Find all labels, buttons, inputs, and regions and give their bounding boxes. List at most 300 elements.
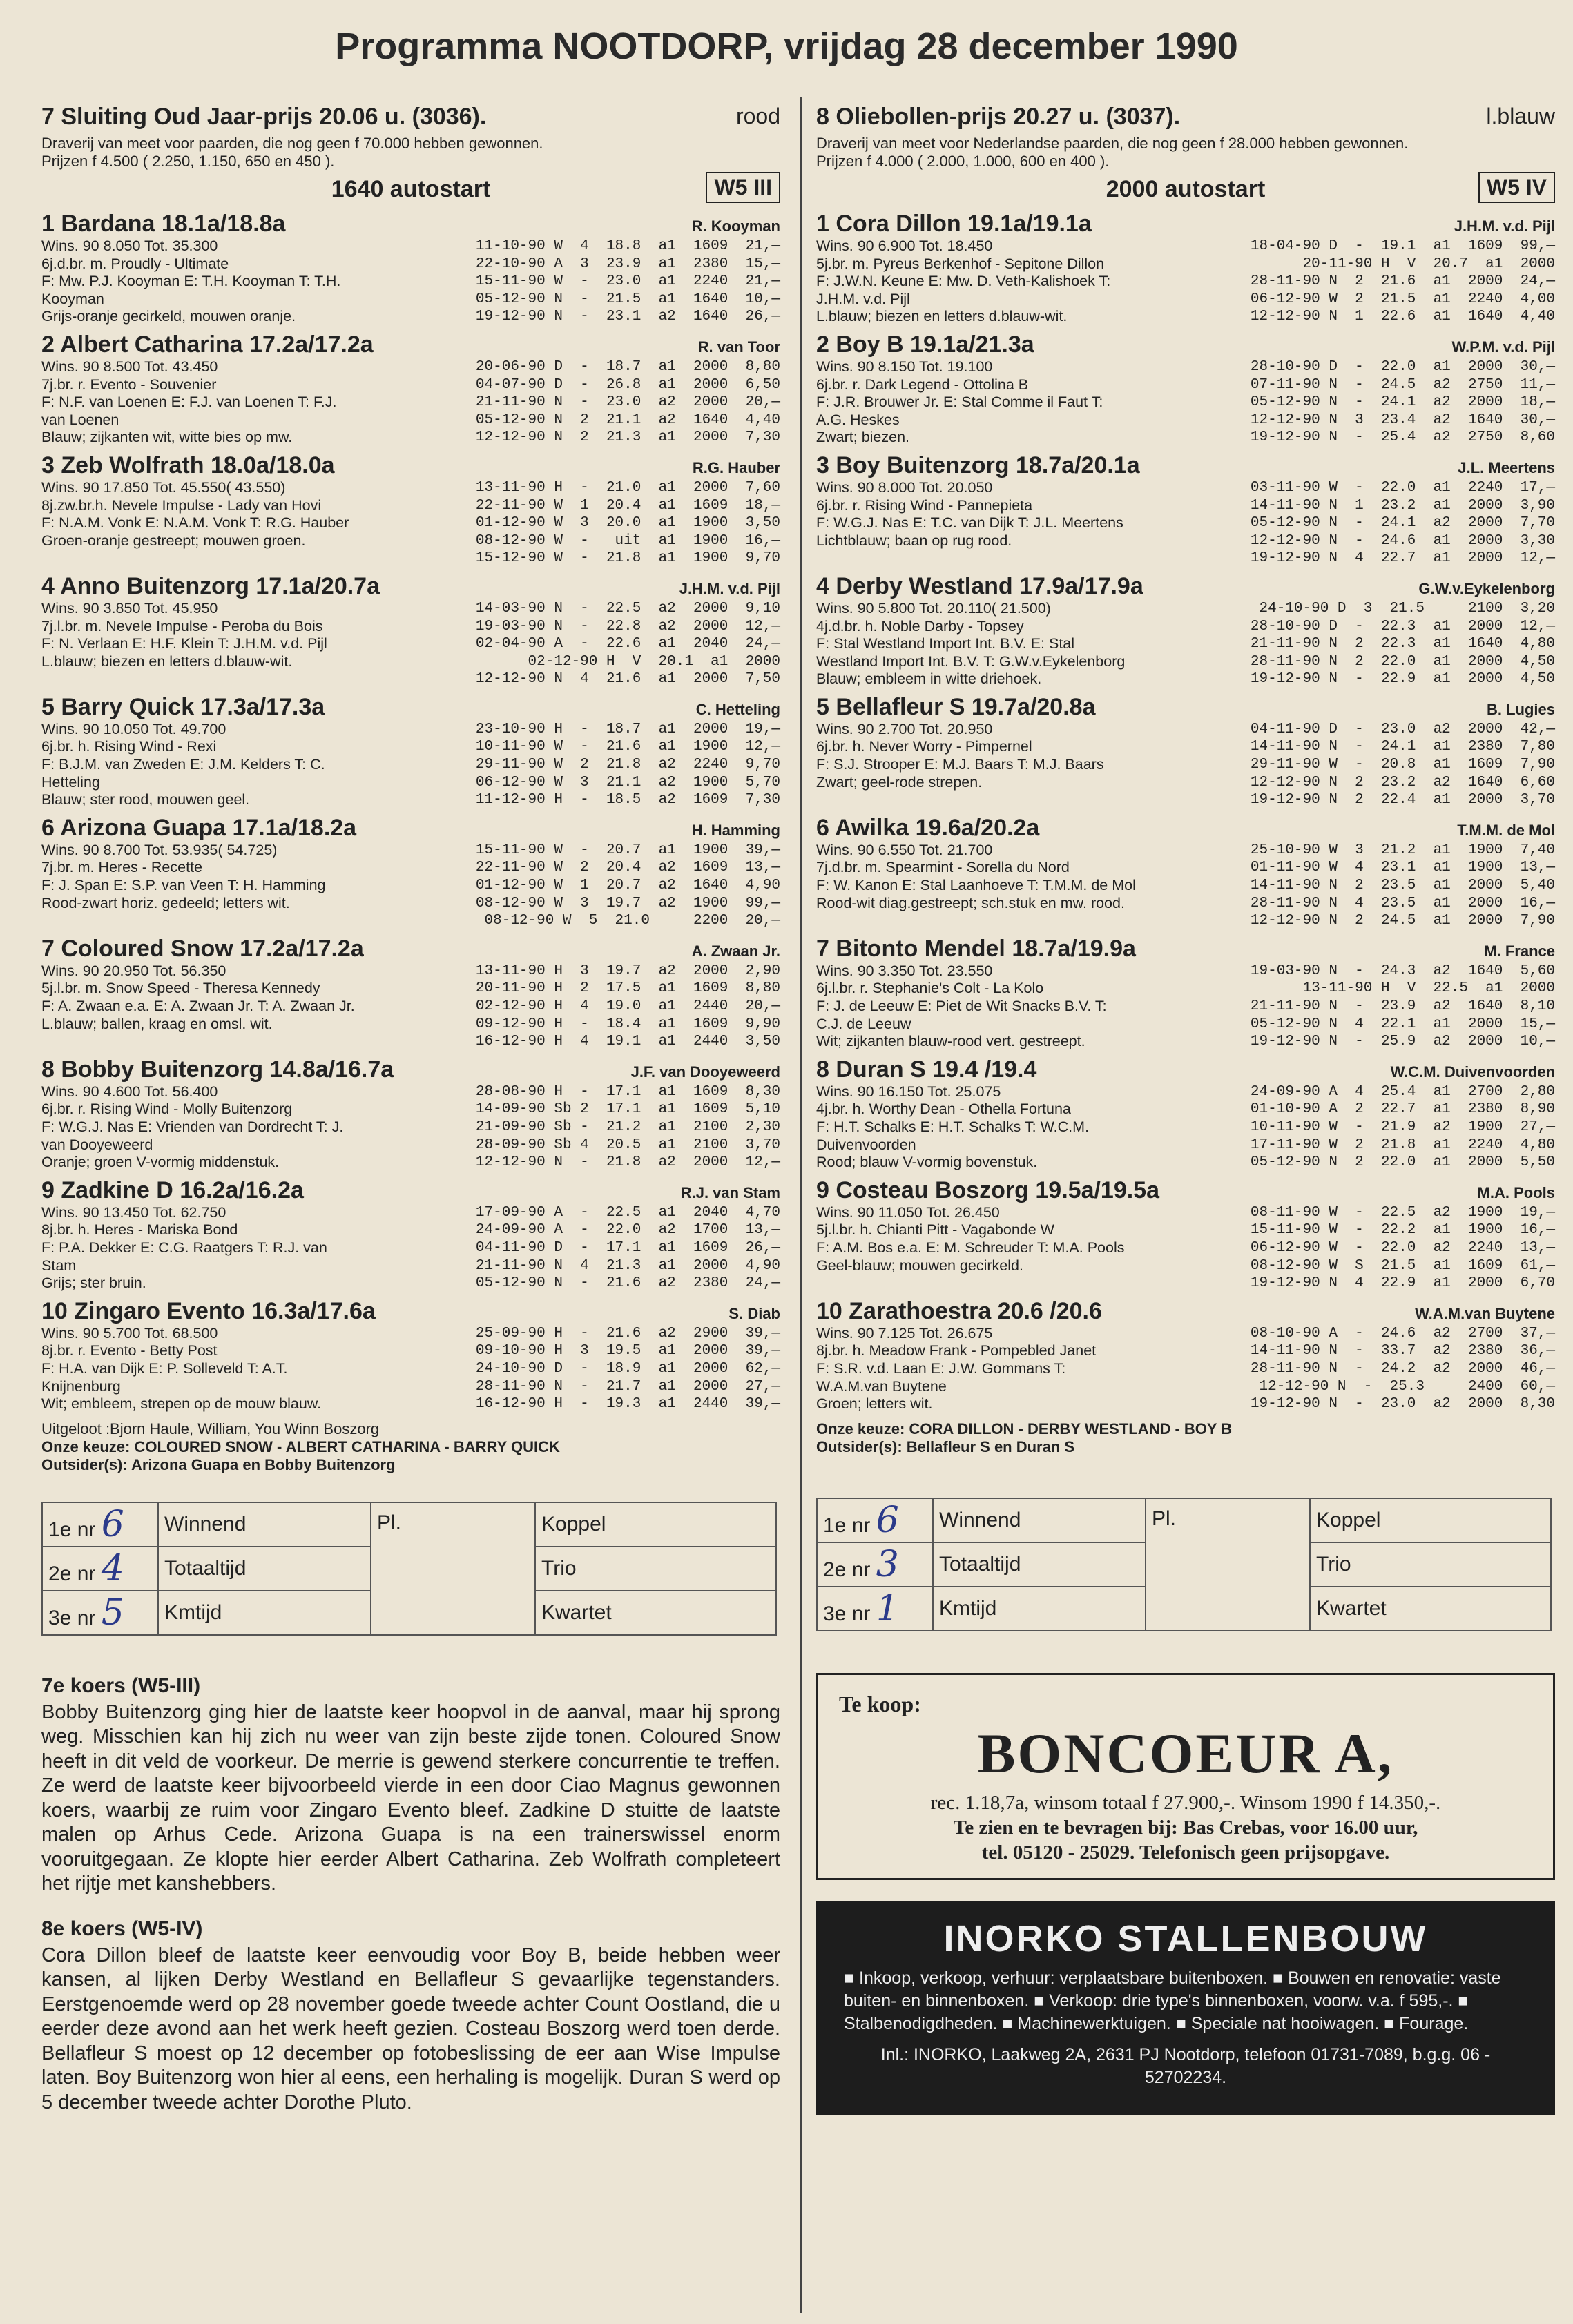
horse-body bbox=[816, 842, 1555, 930]
form-line: 08-12-90 W 5 21.0 2200 20,— bbox=[484, 913, 780, 929]
horse-header bbox=[816, 211, 1555, 238]
horse-info-line: 7j.br. r. Evento - Souvenier bbox=[41, 376, 217, 393]
horse-body bbox=[816, 479, 1555, 568]
form-line: 12-12-90 N - 21.8 a2 2000 12,— bbox=[475, 1154, 780, 1171]
horse-info-line: Wins. 90 8.150 Tot. 19.100 bbox=[816, 358, 993, 375]
race-class: W5 III bbox=[706, 172, 780, 203]
advert-heading: Te koop: bbox=[839, 1691, 921, 1716]
horse-info-line: C.J. de Leeuw bbox=[816, 1015, 911, 1032]
race-8-column bbox=[816, 104, 1555, 2115]
horse-info-line: Wins. 90 7.125 Tot. 26.675 bbox=[816, 1324, 993, 1342]
horse-info-line: F: A.M. Bos e.a. E: M. Schreuder T: M.A. Pools bbox=[816, 1239, 1125, 1256]
horse-info-line: F: N.A.M. Vonk E: N.A.M. Vonk T: R.G. Hauber bbox=[41, 514, 349, 532]
horse-body bbox=[41, 358, 780, 447]
horse-header bbox=[41, 331, 780, 358]
horse-info-line: Wins. 90 6.900 Tot. 18.450 bbox=[816, 238, 993, 254]
horse-info-line: J.H.M. v.d. Pijl bbox=[816, 290, 910, 307]
form-line: 05-12-90 N 4 22.1 a1 2000 15,— bbox=[1250, 1016, 1555, 1032]
horse-info-line: 5j.l.br. m. Snow Speed - Theresa Kennedy bbox=[41, 980, 320, 997]
form-line: 12-12-90 N - 24.6 a1 2000 3,30 bbox=[1250, 532, 1555, 549]
horse-info-line: Wins. 90 3.350 Tot. 23.550 bbox=[816, 962, 993, 979]
horse-info-line: Rood; blauw V-vormig bovenstuk. bbox=[816, 1154, 1038, 1171]
driver-name: A. Zwaan Jr. bbox=[691, 942, 780, 960]
horse-name: 10 Zarathoestra 20.6 /20.6 bbox=[816, 1297, 1102, 1324]
horse-info-line: Wins. 90 8.000 Tot. 20.050 bbox=[816, 478, 993, 496]
form-line: 20-11-90 H V 20.7 a1 2000 bbox=[1302, 255, 1555, 272]
form-line: 23-10-90 H - 18.7 a1 2000 19,— bbox=[475, 721, 780, 737]
horse-info-line: Lichtblauw; baan op rug rood. bbox=[816, 532, 1012, 549]
horse-info-line: Wit; zijkanten blauw-rood vert. gestreept. bbox=[816, 1033, 1085, 1050]
horse-info-line: F: N. Verlaan E: H.F. Klein T: J.H.M. v.d. Pijl bbox=[41, 635, 327, 652]
form-line: 10-11-90 W - 21.6 a1 1900 12,— bbox=[475, 739, 780, 755]
horse-entry bbox=[816, 211, 1555, 326]
horse-info bbox=[816, 721, 1210, 809]
article-paragraph: Bobby Buitenzorg ging hier de laatste keer hoopvol in de aanval, maar hij sprong weg. Misschien kan hij zich nu weer van zijn beste zijde tonen. Coloured Snow heeft in dit veld de voorkeur. De merrie is gewend sterkere concurrentie te treffen. Ze werd de laatste keer bijvoorbeeld vierde in een door Ciao Magnus gewonnen koers, waarbij ze ruim voor Zingaro Evento bleef. Zadkine D stuitte de laatste malen op Arhus Cede. Arizona Guapa is na een trainerswissel enorm vooruitgegaan. Ze klopte hier eerder Albert Catharina. Zeb Wolfrath completeert het rijtje met kanshebbers. bbox=[41, 1701, 780, 1895]
form-line: 19-12-90 N 4 22.9 a1 2000 6,70 bbox=[1250, 1275, 1555, 1292]
horse-info-line: 8j.zw.br.h. Nevele Impulse - Lady van Hovi bbox=[41, 496, 322, 514]
horse-info-line: 5j.br. m. Pyreus Berkenhof - Sepitone Dillon bbox=[816, 255, 1105, 272]
advert-address: Inl.: INORKO, Laakweg 2A, 2631 PJ Nootdorp, telefoon 01731-7089, b.g.g. 06 - 52702234. bbox=[880, 2044, 1491, 2087]
form-line: 20-11-90 H 2 17.5 a1 1609 8,80 bbox=[475, 980, 780, 997]
horse-form bbox=[435, 600, 780, 688]
race-extra bbox=[816, 1420, 1555, 1456]
horse-info-line: W.A.M.van Buytene bbox=[816, 1377, 947, 1395]
tote-table bbox=[816, 1498, 1552, 1631]
column-divider bbox=[800, 97, 802, 2313]
form-line: 25-09-90 H - 21.6 a2 2900 39,— bbox=[475, 1325, 780, 1342]
horse-form bbox=[1210, 238, 1555, 326]
horse-info-line: F: J.W.N. Keune E: Mw. D. Veth-Kalishoek T: bbox=[816, 273, 1111, 290]
horse-info-line: Blauw; zijkanten wit, witte bies op mw. bbox=[41, 429, 293, 446]
horse-entry bbox=[816, 815, 1555, 930]
pl-label: Pl. bbox=[371, 1502, 535, 1635]
horse-body bbox=[816, 238, 1555, 326]
form-line: 01-12-90 W 3 20.0 a1 1900 3,50 bbox=[475, 515, 780, 532]
horse-info-line: Wins. 90 2.700 Tot. 20.950 bbox=[816, 720, 993, 737]
horse-info-line: 6j.br. r. Rising Wind - Molly Buitenzorg bbox=[41, 1101, 293, 1118]
race-7-column bbox=[41, 104, 780, 2115]
horse-header bbox=[41, 1177, 780, 1204]
kmtijd-label: Kmtijd bbox=[158, 1591, 371, 1635]
horse-entry bbox=[816, 452, 1555, 568]
form-line: 28-11-90 N 2 22.0 a1 2000 4,50 bbox=[1250, 653, 1555, 670]
horse-entry bbox=[41, 1056, 780, 1172]
horse-header bbox=[41, 573, 780, 600]
horse-body bbox=[816, 721, 1555, 809]
horse-info-line: 7j.l.br. m. Nevele Impulse - Peroba du Bois bbox=[41, 617, 323, 635]
form-line: 08-12-90 W 3 19.7 a2 1900 99,— bbox=[475, 895, 780, 911]
place-label: 2e nr bbox=[823, 1558, 871, 1581]
horse-info-line: Wins. 90 5.800 Tot. 20.110( 21.500) bbox=[816, 599, 1051, 617]
horse-info bbox=[41, 1325, 435, 1413]
horse-info-line: F: J.R. Brouwer Jr. E: Stal Comme il Faut T: bbox=[816, 394, 1103, 411]
form-line: 19-03-90 N - 22.8 a2 2000 12,— bbox=[475, 618, 780, 635]
horse-form bbox=[435, 1325, 780, 1413]
horse-header bbox=[816, 1298, 1555, 1325]
horse-form bbox=[435, 842, 780, 930]
place-label: 1e nr bbox=[823, 1513, 871, 1537]
form-line: 14-03-90 N - 22.5 a2 2000 9,10 bbox=[475, 600, 780, 617]
form-line: 29-11-90 W - 20.8 a1 1609 7,90 bbox=[1250, 757, 1555, 773]
horse-info-line: Rood-wit diag.gestreept; sch.stuk en mw. rood. bbox=[816, 894, 1125, 911]
horse-info-line: F: H.T. Schalks E: H.T. Schalks T: W.C.M. bbox=[816, 1118, 1090, 1135]
horse-body bbox=[41, 1083, 780, 1172]
horse-body bbox=[41, 479, 780, 568]
horse-name: 6 Awilka 19.6a/20.2a bbox=[816, 814, 1040, 841]
form-line: 12-12-90 N - 25.3 2400 60,— bbox=[1259, 1378, 1555, 1395]
form-line: 21-11-90 N - 23.9 a2 1640 8,10 bbox=[1250, 998, 1555, 1014]
totaaltijd-label: Totaaltijd bbox=[933, 1542, 1146, 1587]
horse-info-line: Geel-blauw; mouwen gecirkeld. bbox=[816, 1257, 1023, 1274]
article-heading: 8e koers (W5-IV) bbox=[41, 1917, 203, 1940]
form-line: 06-12-90 W 3 21.1 a2 1900 5,70 bbox=[475, 774, 780, 791]
horse-form bbox=[1210, 1325, 1555, 1413]
driver-name: H. Hamming bbox=[691, 821, 780, 839]
horse-info-line: F: Mw. P.J. Kooyman E: T.H. Kooyman T: T.H. bbox=[41, 273, 341, 290]
horse-info-line: Wins. 90 6.550 Tot. 21.700 bbox=[816, 841, 993, 858]
handwritten-number: 6 bbox=[876, 1499, 899, 1541]
form-line: 17-09-90 A - 22.5 a1 2040 4,70 bbox=[475, 1204, 780, 1221]
horse-info-line: 7j.br. m. Heres - Recette bbox=[41, 859, 202, 876]
form-line: 03-11-90 W - 22.0 a1 2240 17,— bbox=[1250, 479, 1555, 496]
form-line: 12-12-90 N 1 22.6 a1 1640 4,40 bbox=[1250, 309, 1555, 325]
advert-line: rec. 1.18,7a, winsom totaal f 27.900,-. Winsom 1990 f 14.350,-. bbox=[930, 1791, 1441, 1814]
driver-name: W.P.M. v.d. Pijl bbox=[1451, 338, 1555, 356]
driver-name: J.H.M. v.d. Pijl bbox=[1454, 217, 1555, 235]
race-subheader bbox=[816, 172, 1555, 205]
horse-info-line: Wins. 90 16.150 Tot. 25.075 bbox=[816, 1083, 1001, 1100]
driver-name: M.A. Pools bbox=[1477, 1183, 1555, 1201]
handwritten-number: 3 bbox=[876, 1543, 899, 1585]
form-line: 16-12-90 H - 19.3 a1 2440 39,— bbox=[475, 1396, 780, 1413]
winnend-label: Winnend bbox=[158, 1502, 371, 1547]
form-line: 01-10-90 A 2 22.7 a1 2380 8,90 bbox=[1250, 1101, 1555, 1118]
horse-info-line: 6j.br. r. Dark Legend - Ottolina B bbox=[816, 376, 1029, 393]
form-line: 05-12-90 N 2 21.1 a2 1640 4,40 bbox=[475, 411, 780, 428]
form-line: 28-11-90 N - 24.2 a2 2000 46,— bbox=[1250, 1360, 1555, 1377]
form-line: 12-12-90 N 3 23.4 a2 1640 30,— bbox=[1250, 411, 1555, 428]
horse-entry bbox=[816, 331, 1555, 447]
horse-info bbox=[816, 842, 1210, 930]
form-line: 02-12-90 H V 20.1 a1 2000 bbox=[528, 653, 780, 670]
form-line: 29-11-90 W 2 21.8 a2 2240 9,70 bbox=[475, 757, 780, 773]
horse-header bbox=[816, 1056, 1555, 1083]
horse-info-line: Groen; letters wit. bbox=[816, 1395, 933, 1413]
horse-info-line: Kooyman bbox=[41, 290, 104, 307]
horse-header bbox=[816, 694, 1555, 721]
horse-name: 8 Duran S 19.4 /19.4 bbox=[816, 1056, 1037, 1083]
horse-entry bbox=[816, 573, 1555, 688]
form-line: 12-12-90 N 2 24.5 a1 2000 7,90 bbox=[1250, 913, 1555, 929]
commentary bbox=[41, 1674, 780, 2115]
form-line: 09-12-90 H - 18.4 a1 1609 9,90 bbox=[475, 1016, 780, 1032]
trio-label: Trio bbox=[1310, 1542, 1551, 1587]
form-line: 25-10-90 W 3 21.2 a1 1900 7,40 bbox=[1250, 842, 1555, 858]
race-distance: 1640 autostart bbox=[331, 176, 491, 202]
horse-info-line: 8j.br. h. Meadow Frank - Pompebled Janet bbox=[816, 1342, 1097, 1359]
horse-form bbox=[1210, 1083, 1555, 1172]
horse-header bbox=[816, 331, 1555, 358]
horse-list bbox=[816, 211, 1555, 1413]
form-line: 24-10-90 D - 18.9 a1 2000 62,— bbox=[475, 1360, 780, 1377]
horse-body bbox=[41, 1325, 780, 1413]
horse-form bbox=[1210, 842, 1555, 930]
form-line: 19-12-90 N 2 22.4 a1 2000 3,70 bbox=[1250, 792, 1555, 808]
horse-info bbox=[41, 842, 435, 930]
horse-info-line: Wins. 90 8.700 Tot. 53.935( 54.725) bbox=[41, 841, 278, 858]
form-line: 21-11-90 N - 23.0 a2 2000 20,— bbox=[475, 394, 780, 411]
form-line: 20-06-90 D - 18.7 a1 2000 8,80 bbox=[475, 358, 780, 375]
race-subheader bbox=[41, 172, 780, 205]
onze-keuze: Onze keuze: CORA DILLON - DERBY WESTLAND - BOY B bbox=[816, 1420, 1233, 1437]
horse-info-line: Rood-zwart horiz. gedeeld; letters wit. bbox=[41, 894, 290, 911]
horse-body bbox=[816, 1204, 1555, 1292]
form-line: 08-12-90 W - uit a1 1900 16,— bbox=[475, 532, 780, 549]
form-line: 14-11-90 N - 24.1 a1 2380 7,80 bbox=[1250, 739, 1555, 755]
horse-info bbox=[816, 358, 1210, 447]
form-line: 24-09-90 A - 22.0 a2 1700 13,— bbox=[475, 1222, 780, 1239]
place-label: 2e nr bbox=[48, 1562, 96, 1585]
form-line: 13-11-90 H V 22.5 a1 2000 bbox=[1302, 980, 1555, 997]
horse-header bbox=[41, 1298, 780, 1325]
form-line: 24-10-90 D 3 21.5 2100 3,20 bbox=[1259, 600, 1555, 617]
horse-info-line: F: W.G.J. Nas E: Vrienden van Dordrecht T: J. bbox=[41, 1118, 344, 1135]
tote-table bbox=[41, 1502, 777, 1636]
driver-name: C. Hetteling bbox=[695, 700, 780, 718]
horse-info-line: van Loenen bbox=[41, 411, 119, 428]
race-colour: l.blauw bbox=[1486, 104, 1555, 128]
horse-name: 2 Albert Catharina 17.2a/17.2a bbox=[41, 331, 374, 358]
horse-entry bbox=[816, 936, 1555, 1051]
koppel-label: Koppel bbox=[535, 1502, 776, 1547]
form-line: 05-12-90 N - 21.5 a1 1640 10,— bbox=[475, 291, 780, 307]
horse-info bbox=[816, 600, 1210, 688]
horse-info-line: Blauw; ster rood, mouwen geel. bbox=[41, 791, 250, 808]
horse-header bbox=[816, 815, 1555, 842]
horse-header bbox=[816, 573, 1555, 600]
form-line: 10-11-90 W - 21.9 a2 1900 27,— bbox=[1250, 1119, 1555, 1135]
horse-form bbox=[435, 1204, 780, 1292]
race-class: W5 IV bbox=[1478, 172, 1555, 203]
form-line: 15-11-90 W - 23.0 a1 2240 21,— bbox=[475, 273, 780, 290]
pl-label: Pl. bbox=[1146, 1498, 1310, 1631]
horse-info-line: Wins. 90 8.500 Tot. 43.450 bbox=[41, 358, 218, 375]
horse-info-line: van Dooyeweerd bbox=[41, 1136, 153, 1153]
horse-name: 1 Bardana 18.1a/18.8a bbox=[41, 211, 286, 237]
horse-form bbox=[435, 1083, 780, 1172]
horse-info-line: F: S.J. Strooper E: M.J. Baars T: M.J. Baars bbox=[816, 756, 1104, 773]
form-line: 07-11-90 N - 24.5 a2 2750 11,— bbox=[1250, 376, 1555, 393]
form-line: 08-10-90 A - 24.6 a2 2700 37,— bbox=[1250, 1325, 1555, 1342]
horse-info-line: 5j.l.br. h. Chianti Pitt - Vagabonde W bbox=[816, 1221, 1054, 1239]
advert-horse-name: BONCOEUR A, bbox=[977, 1721, 1394, 1785]
horse-header bbox=[41, 815, 780, 842]
horse-info-line: Duivenvoorden bbox=[816, 1136, 916, 1153]
horse-info-line: A.G. Heskes bbox=[816, 411, 900, 428]
horse-form bbox=[1210, 962, 1555, 1051]
horse-info-line: F: H.A. van Dijk E: P. Solleveld T: A.T. bbox=[41, 1359, 288, 1377]
form-line: 22-11-90 W 1 20.4 a1 1609 18,— bbox=[475, 497, 780, 514]
horse-entry bbox=[816, 694, 1555, 809]
driver-name: W.A.M.van Buytene bbox=[1415, 1304, 1555, 1322]
horse-info-line: 6j.br. h. Rising Wind - Rexi bbox=[41, 738, 217, 755]
horse-body bbox=[41, 842, 780, 930]
outsiders: Outsider(s): Bellafleur S en Duran S bbox=[816, 1437, 1075, 1455]
form-line: 21-11-90 N 4 21.3 a1 2000 4,90 bbox=[475, 1257, 780, 1274]
horse-header bbox=[816, 936, 1555, 962]
driver-name: R. van Toor bbox=[697, 338, 780, 356]
form-line: 24-09-90 A 4 25.4 a1 2700 2,80 bbox=[1250, 1083, 1555, 1100]
horse-info-line: Wins. 90 10.050 Tot. 49.700 bbox=[41, 720, 226, 737]
horse-info-line: 4j.d.br. h. Noble Darby - Topsey bbox=[816, 617, 1024, 635]
horse-entry bbox=[41, 211, 780, 326]
form-line: 08-11-90 W - 22.5 a2 1900 19,— bbox=[1250, 1204, 1555, 1221]
horse-entry bbox=[41, 452, 780, 568]
outsiders: Outsider(s): Arizona Guapa en Bobby Buitenzorg bbox=[41, 1455, 396, 1473]
horse-info bbox=[816, 1204, 1210, 1292]
driver-name: W.C.M. Duivenvoorden bbox=[1390, 1063, 1555, 1081]
kmtijd-label: Kmtijd bbox=[933, 1587, 1146, 1631]
article-paragraph: Cora Dillon bleef de laatste keer eenvoudig voor Boy B, beide hebben weer kansen, al lijken Derby Westland en Bellafleur S gevaarlijke tegenstanders. Eerstgenoemde werd op 28 november goede tweede achter Count Oostland, die u eerder deze avond aan het werk heeft gezien. Costeau Boszorg werd toen derde. Bellafleur S moest op 12 december op fotobeslissing de eer aan Wise Impulse laten. Boy Buitenzorg won hier al eens, een herhaling is mogelijk. Duran S werd op 5 december tweede achter Dorothe Pluto. bbox=[41, 1944, 780, 2113]
horse-info-line: Wins. 90 8.050 Tot. 35.300 bbox=[41, 238, 218, 254]
horse-body bbox=[41, 721, 780, 809]
horse-info bbox=[816, 1325, 1210, 1413]
horse-info-line: F: J. Span E: S.P. van Veen T: H. Hamming bbox=[41, 877, 326, 894]
horse-entry bbox=[41, 331, 780, 447]
horse-entry bbox=[41, 815, 780, 930]
race-conditions: Draverij van meet voor Nederlandse paarden, die nog geen f 28.000 hebben gewonnen. bbox=[816, 135, 1409, 152]
horse-info-line: 8j.br. h. Heres - Mariska Bond bbox=[41, 1221, 238, 1239]
horse-info-line: F: P.A. Dekker E: C.G. Raatgers T: R.J. van bbox=[41, 1239, 327, 1256]
horse-name: 7 Bitonto Mendel 18.7a/19.9a bbox=[816, 935, 1136, 962]
form-line: 04-07-90 D - 26.8 a1 2000 6,50 bbox=[475, 376, 780, 393]
form-line: 28-10-90 D - 22.0 a1 2000 30,— bbox=[1250, 358, 1555, 375]
horse-name: 1 Cora Dillon 19.1a/19.1a bbox=[816, 211, 1092, 237]
driver-name: J.F. van Dooyeweerd bbox=[630, 1063, 780, 1081]
horse-name: 4 Derby Westland 17.9a/17.9a bbox=[816, 572, 1143, 599]
horse-name: 3 Zeb Wolfrath 18.0a/18.0a bbox=[41, 452, 335, 478]
horse-body bbox=[41, 600, 780, 688]
driver-name: M. France bbox=[1484, 942, 1555, 960]
horse-info bbox=[41, 1083, 435, 1172]
horse-header bbox=[816, 1177, 1555, 1204]
horse-info-line: Zwart; geel-rode strepen. bbox=[816, 773, 983, 791]
form-line: 02-12-90 H 4 19.0 a1 2440 20,— bbox=[475, 998, 780, 1014]
form-line: 02-04-90 A - 22.6 a1 2040 24,— bbox=[475, 636, 780, 652]
trio-label: Trio bbox=[535, 1547, 776, 1591]
horse-name: 4 Anno Buitenzorg 17.1a/20.7a bbox=[41, 572, 380, 599]
horse-info-line: Knijnenburg bbox=[41, 1377, 121, 1395]
horse-info-line: Grijs-oranje gecirkeld, mouwen oranje. bbox=[41, 308, 296, 325]
form-line: 11-10-90 W 4 18.8 a1 1609 21,— bbox=[475, 238, 780, 254]
horse-form bbox=[1210, 479, 1555, 568]
form-line: 11-12-90 H - 18.5 a2 1609 7,30 bbox=[475, 792, 780, 808]
kwartet-label: Kwartet bbox=[535, 1591, 776, 1635]
driver-name: R.G. Hauber bbox=[692, 458, 780, 476]
horse-header bbox=[41, 452, 780, 479]
kwartet-label: Kwartet bbox=[1310, 1587, 1551, 1631]
horse-info-line: F: N.F. van Loenen E: F.J. van Loenen T: F.J. bbox=[41, 394, 337, 411]
form-line: 19-12-90 N - 23.0 a2 2000 8,30 bbox=[1250, 1396, 1555, 1413]
horse-info-line: L.blauw; ballen, kraag en omsl. wit. bbox=[41, 1015, 273, 1032]
horse-info-line: Wins. 90 11.050 Tot. 26.450 bbox=[816, 1203, 1000, 1221]
race-header bbox=[41, 104, 780, 130]
horse-name: 9 Costeau Boszorg 19.5a/19.5a bbox=[816, 1176, 1160, 1203]
race-prizes: Prijzen f 4.500 ( 2.250, 1.150, 650 en 450 ). bbox=[41, 153, 335, 170]
form-line: 05-12-90 N - 21.6 a2 2380 24,— bbox=[475, 1275, 780, 1292]
onze-keuze: Onze keuze: COLOURED SNOW - ALBERT CATHARINA - BARRY QUICK bbox=[41, 1437, 560, 1455]
horse-name: 2 Boy B 19.1a/21.3a bbox=[816, 331, 1034, 358]
handwritten-number: 6 bbox=[101, 1503, 124, 1545]
form-line: 15-12-90 W - 21.8 a1 1900 9,70 bbox=[475, 550, 780, 567]
koppel-label: Koppel bbox=[1310, 1498, 1551, 1542]
totaaltijd-label: Totaaltijd bbox=[158, 1547, 371, 1591]
horse-info-line: F: A. Zwaan e.a. E: A. Zwaan Jr. T: A. Zwaan Jr. bbox=[41, 998, 355, 1014]
horse-entry bbox=[41, 573, 780, 688]
horse-info-line: Wins. 90 13.450 Tot. 62.750 bbox=[41, 1203, 226, 1221]
horse-body bbox=[816, 1325, 1555, 1413]
horse-info-line: 7j.d.br. m. Spearmint - Sorella du Nord bbox=[816, 859, 1070, 876]
form-line: 22-11-90 W 2 20.4 a2 1609 13,— bbox=[475, 860, 780, 876]
form-line: 21-09-90 Sb - 21.2 a1 2100 2,30 bbox=[475, 1119, 780, 1135]
form-line: 18-04-90 D - 19.1 a1 1609 99,— bbox=[1250, 238, 1555, 254]
form-line: 06-12-90 W 2 21.5 a1 2240 4,00 bbox=[1250, 291, 1555, 307]
form-line: 19-03-90 N - 24.3 a2 1640 5,60 bbox=[1250, 962, 1555, 979]
horse-name: 9 Zadkine D 16.2a/16.2a bbox=[41, 1176, 304, 1203]
horse-name: 7 Coloured Snow 17.2a/17.2a bbox=[41, 935, 364, 962]
advert-line: Te zien en te bevragen bij: Bas Crebas, voor 16.00 uur, bbox=[953, 1816, 1418, 1839]
form-line: 12-12-90 N 4 21.6 a1 2000 7,50 bbox=[475, 671, 780, 688]
place-label: 3e nr bbox=[48, 1606, 96, 1629]
horse-info bbox=[41, 721, 435, 809]
form-line: 06-12-90 W - 22.0 a2 2240 13,— bbox=[1250, 1239, 1555, 1256]
winnend-label: Winnend bbox=[933, 1498, 1146, 1542]
horse-info-line: L.blauw; biezen en letters d.blauw-wit. bbox=[816, 308, 1068, 325]
horse-body bbox=[41, 962, 780, 1051]
horse-form bbox=[435, 479, 780, 568]
place-label: 3e nr bbox=[823, 1602, 871, 1625]
form-line: 15-11-90 W - 22.2 a1 1900 16,— bbox=[1250, 1222, 1555, 1239]
horse-name: 5 Bellafleur S 19.7a/20.8a bbox=[816, 693, 1096, 720]
advert-line: tel. 05120 - 25029. Telefonisch geen prijsopgave. bbox=[981, 1841, 1390, 1863]
horse-info bbox=[816, 962, 1210, 1051]
horse-body bbox=[816, 358, 1555, 447]
form-line: 16-12-90 H 4 19.1 a1 2440 3,50 bbox=[475, 1034, 780, 1050]
horse-info-line: Oranje; groen V-vormig middenstuk. bbox=[41, 1154, 280, 1171]
horse-info-line: Wins. 90 5.700 Tot. 68.500 bbox=[41, 1324, 218, 1342]
horse-info bbox=[816, 479, 1210, 568]
horse-entry bbox=[816, 1298, 1555, 1413]
form-line: 21-11-90 N 2 22.3 a1 1640 4,80 bbox=[1250, 636, 1555, 652]
form-line: 28-10-90 D - 22.3 a1 2000 12,— bbox=[1250, 618, 1555, 635]
form-line: 05-12-90 N - 24.1 a2 2000 7,70 bbox=[1250, 515, 1555, 532]
race-title: 8 Oliebollen-prijs 20.27 u. (3037). bbox=[816, 104, 1181, 130]
horse-name: 3 Boy Buitenzorg 18.7a/20.1a bbox=[816, 452, 1140, 478]
horse-header bbox=[41, 694, 780, 721]
horse-info-line: 8j.br. r. Evento - Betty Post bbox=[41, 1342, 218, 1359]
horse-info-line: F: S.R. v.d. Laan E: J.W. Gommans T: bbox=[816, 1359, 1066, 1377]
horse-info-line: Zwart; biezen. bbox=[816, 429, 910, 446]
form-line: 04-11-90 D - 17.1 a1 1609 26,— bbox=[475, 1239, 780, 1256]
horse-body bbox=[816, 962, 1555, 1051]
form-line: 28-11-90 N 4 23.5 a1 2000 16,— bbox=[1250, 895, 1555, 911]
form-line: 12-12-90 N 2 21.3 a1 2000 7,30 bbox=[475, 429, 780, 446]
horse-header bbox=[41, 1056, 780, 1083]
horse-info-line: F: Stal Westland Import Int. B.V. E: Stal bbox=[816, 635, 1075, 652]
horse-body bbox=[41, 238, 780, 326]
horse-entry bbox=[41, 1298, 780, 1413]
driver-name: R. Kooyman bbox=[691, 217, 780, 235]
